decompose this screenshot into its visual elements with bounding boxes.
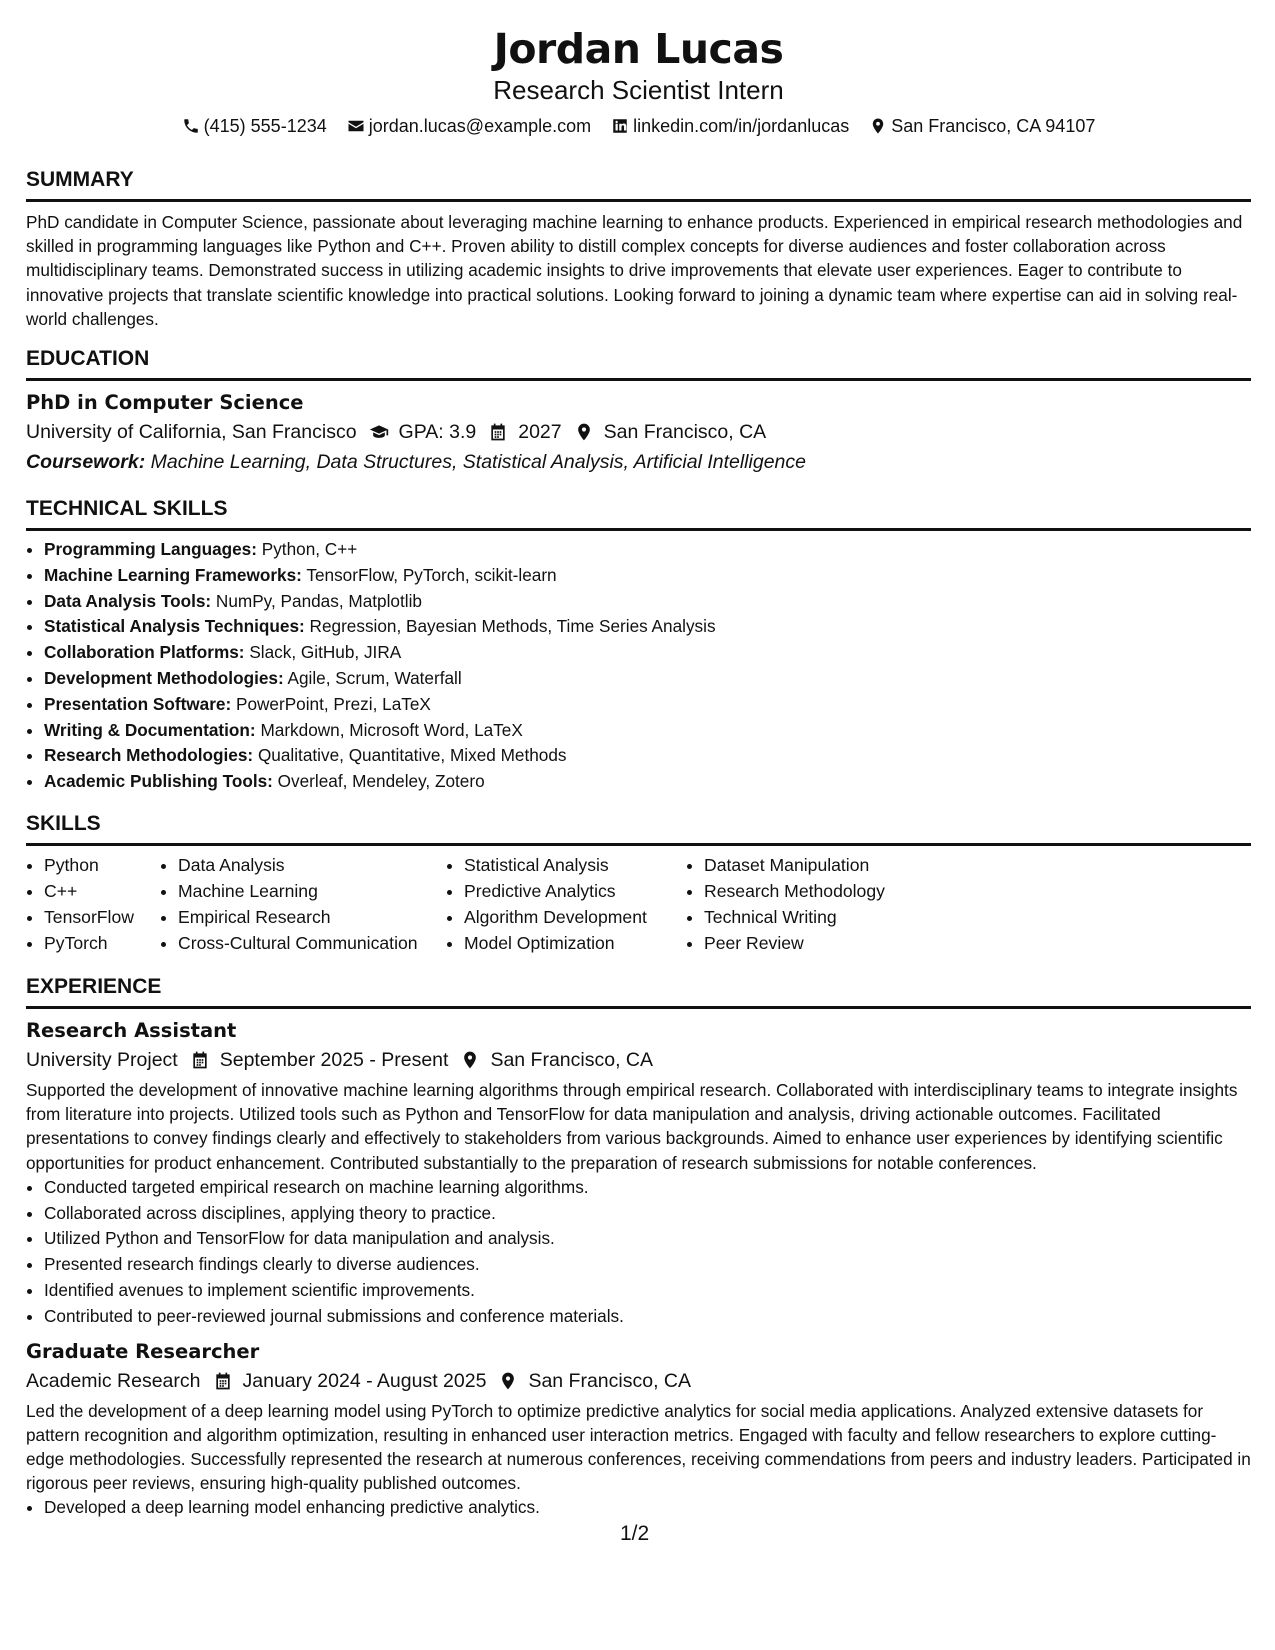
contact-location-text: San Francisco, CA 94107 bbox=[891, 116, 1096, 136]
skills-section bbox=[26, 811, 1251, 956]
skill-category: Presentation Software: bbox=[44, 693, 232, 714]
list-item: • Cross-Cultural Communication bbox=[178, 930, 446, 956]
graduation-cap-icon bbox=[369, 422, 389, 442]
list-item: • Python bbox=[44, 852, 160, 878]
section-divider bbox=[26, 528, 1251, 531]
list-item bbox=[44, 718, 1251, 744]
list-item: • Developed a deep learning model enhancing predictive analytics. bbox=[44, 1495, 1251, 1521]
job-description: Led the development of a deep learning model using PyTorch to optimize predictive analytics for social media applications. Analyzed extensive datasets for pattern recognition and algorithm optimization, resulting in enhanced user interaction metrics. Engaged with faculty and fellow researchers to explore cutting-edge methodologies. Successfully represented the research at numerous conferences, receiving commendations from peers and industry leaders. Participated in rigorous peer reviews, ensuring high-quality published outcomes. bbox=[26, 1400, 1251, 1494]
skill-category: Data Analysis Tools: bbox=[44, 590, 212, 611]
list-item: • C++ bbox=[44, 878, 160, 904]
job-title: Graduate Researcher bbox=[26, 1339, 260, 1363]
list-item bbox=[44, 666, 1251, 692]
skill-values: Agile, Scrum, Waterfall bbox=[287, 668, 462, 688]
summary-text: PhD candidate in Computer Science, passionate about leveraging machine learning to enhance products. Experienced in empirical research methodologies and skilled in programming languages like Python and C++. Proven ability to distill complex concepts for diverse audiences and foster collaboration across multidisciplinary teams. Demonstrated success in utilizing academic insights to drive improvements that elevate user experiences. Eager to contribute to innovative projects that translate scientific knowledge into practical solutions. Looking forward to joining a dynamic team where expertise can aid in solving real-world challenges. bbox=[26, 212, 1243, 329]
job-description: Supported the development of innovative machine learning algorithms through empirical research. Collaborated with interdisciplinary teams to integrate insights from literature into projects. Utilized tools such as Python and TensorFlow for data manipulation and analysis, driving actionable outcomes. Facilitated presentations to convey findings clearly and effectively to stakeholders from various backgrounds. Aimed to enhance user experiences by identifying scientific opportunities for product enhancement. Contributed substantially to the preparation of research submissions for notable conferences. bbox=[26, 1079, 1238, 1173]
summary-section bbox=[26, 167, 1251, 331]
graduation-year: 2027 bbox=[518, 421, 562, 444]
contact-row bbox=[26, 114, 1251, 138]
list-item: • Statistical Analysis bbox=[464, 852, 686, 878]
degree-title: PhD in Computer Science bbox=[26, 391, 304, 415]
school-name: University of California, San Francisco bbox=[26, 421, 357, 444]
list-item bbox=[44, 640, 1251, 666]
list-item: • Identified avenues to implement scientific improvements. bbox=[44, 1278, 1251, 1304]
coursework-label: Coursework: bbox=[26, 451, 146, 474]
candidate-name: Jordan Lucas bbox=[493, 25, 784, 73]
list-item: • Presented research findings clearly to diverse audiences. bbox=[44, 1252, 1251, 1278]
map-pin-icon bbox=[869, 117, 887, 135]
section-divider bbox=[26, 378, 1251, 381]
job-bullets bbox=[26, 1495, 1251, 1521]
skills-column bbox=[446, 852, 686, 956]
skill-category: Collaboration Platforms: bbox=[44, 642, 245, 663]
job-organization: University Project bbox=[26, 1048, 178, 1071]
skill-category: Statistical Analysis Techniques: bbox=[44, 616, 305, 637]
job-bullets bbox=[26, 1175, 1251, 1330]
contact-phone[interactable] bbox=[182, 114, 327, 138]
job-dates: January 2024 - August 2025 bbox=[242, 1369, 487, 1392]
skill-category: Academic Publishing Tools: bbox=[44, 771, 273, 792]
education-meta bbox=[26, 418, 1251, 446]
technical-skills-heading: TECHNICAL SKILLS bbox=[26, 497, 228, 521]
list-item: • Conducted targeted empirical research on machine learning algorithms. bbox=[44, 1175, 1251, 1201]
experience-section bbox=[26, 974, 1251, 1521]
list-item bbox=[44, 743, 1251, 769]
list-item: • Research Methodology bbox=[704, 878, 964, 904]
list-item: • Technical Writing bbox=[704, 904, 964, 930]
list-item: • PyTorch bbox=[44, 930, 160, 956]
skill-values: Slack, GitHub, JIRA bbox=[249, 642, 402, 663]
job-title: Research Assistant bbox=[26, 1018, 237, 1042]
calendar-icon bbox=[213, 1371, 233, 1391]
map-pin-icon bbox=[574, 422, 594, 442]
job-meta bbox=[26, 1046, 1251, 1074]
skill-values: Regression, Bayesian Methods, Time Series Analysis bbox=[309, 616, 716, 637]
list-item: • Machine Learning bbox=[178, 878, 446, 904]
contact-email[interactable] bbox=[347, 114, 591, 138]
list-item bbox=[44, 589, 1251, 615]
list-item: • Data Analysis bbox=[178, 852, 446, 878]
education-location: San Francisco, CA bbox=[603, 421, 767, 444]
skill-values: TensorFlow, PyTorch, scikit-learn bbox=[306, 564, 557, 585]
calendar-icon bbox=[488, 422, 508, 442]
coursework-list: Machine Learning, Data Structures, Statistical Analysis, Artificial Intelligence bbox=[150, 451, 806, 474]
skill-values: Overleaf, Mendeley, Zotero bbox=[277, 771, 485, 792]
job-meta bbox=[26, 1367, 1251, 1395]
skills-grid bbox=[26, 852, 1251, 956]
skill-values: Qualitative, Quantitative, Mixed Methods bbox=[257, 745, 567, 766]
job-location: San Francisco, CA bbox=[490, 1048, 653, 1071]
skill-category: Machine Learning Frameworks: bbox=[44, 564, 302, 585]
list-item: • Algorithm Development bbox=[464, 904, 686, 930]
job-location: San Francisco, CA bbox=[528, 1369, 691, 1392]
experience-heading: EXPERIENCE bbox=[26, 974, 162, 998]
contact-phone-text: (415) 555-1234 bbox=[203, 116, 327, 136]
list-item: • Utilized Python and TensorFlow for data manipulation and analysis. bbox=[44, 1226, 1251, 1252]
list-item: • Contributed to peer-reviewed journal submissions and conference materials. bbox=[44, 1304, 1251, 1330]
experience-entry bbox=[26, 1018, 1251, 1330]
skills-heading: SKILLS bbox=[26, 811, 101, 835]
section-divider bbox=[26, 1006, 1251, 1009]
education-heading: EDUCATION bbox=[26, 347, 150, 371]
technical-skills-list bbox=[26, 537, 1251, 795]
summary-heading: SUMMARY bbox=[26, 168, 134, 191]
map-pin-icon bbox=[460, 1050, 480, 1070]
list-item: • TensorFlow bbox=[44, 904, 160, 930]
list-item bbox=[44, 769, 1251, 795]
skills-column bbox=[26, 852, 160, 956]
skill-values: Python, C++ bbox=[261, 539, 358, 560]
skill-values: Markdown, Microsoft Word, LaTeX bbox=[260, 719, 523, 740]
page-number: 1/2 bbox=[620, 1522, 650, 1545]
list-item: • Dataset Manipulation bbox=[704, 852, 964, 878]
skill-category: Research Methodologies: bbox=[44, 745, 254, 766]
list-item: • Model Optimization bbox=[464, 930, 686, 956]
calendar-icon bbox=[190, 1050, 210, 1070]
envelope-icon bbox=[347, 117, 365, 135]
skill-category: Programming Languages: bbox=[44, 539, 257, 560]
experience-entry bbox=[26, 1339, 1251, 1522]
list-item: • Empirical Research bbox=[178, 904, 446, 930]
list-item: • Collaborated across disciplines, applying theory to practice. bbox=[44, 1201, 1251, 1227]
list-item bbox=[44, 563, 1251, 589]
phone-icon bbox=[182, 117, 200, 135]
map-pin-icon bbox=[498, 1371, 518, 1391]
skills-column bbox=[160, 852, 446, 956]
coursework-line bbox=[26, 448, 1251, 476]
linkedin-icon bbox=[611, 117, 629, 135]
technical-skills-section bbox=[26, 496, 1251, 795]
gpa-value: GPA: 3.9 bbox=[398, 421, 477, 444]
section-divider bbox=[26, 843, 1251, 846]
contact-location bbox=[869, 114, 1095, 138]
candidate-role: Research Scientist Intern bbox=[493, 75, 784, 105]
skills-column bbox=[686, 852, 964, 956]
job-organization: Academic Research bbox=[26, 1369, 201, 1392]
contact-linkedin-text: linkedin.com/in/jordanlucas bbox=[633, 116, 850, 136]
skill-values: PowerPoint, Prezi, LaTeX bbox=[235, 693, 431, 714]
skill-values: NumPy, Pandas, Matplotlib bbox=[215, 590, 422, 611]
list-item bbox=[44, 537, 1251, 563]
skill-category: Writing & Documentation: bbox=[44, 719, 256, 740]
section-divider bbox=[26, 199, 1251, 202]
skill-category: Development Methodologies: bbox=[44, 668, 284, 688]
resume-page bbox=[26, 0, 1251, 1521]
job-dates: September 2025 - Present bbox=[219, 1048, 449, 1071]
contact-linkedin[interactable] bbox=[611, 114, 849, 138]
list-item bbox=[44, 614, 1251, 640]
list-item: • Peer Review bbox=[704, 930, 964, 956]
list-item: • Predictive Analytics bbox=[464, 878, 686, 904]
list-item bbox=[44, 692, 1251, 718]
contact-email-text: jordan.lucas@example.com bbox=[368, 116, 592, 136]
education-section bbox=[26, 346, 1251, 476]
